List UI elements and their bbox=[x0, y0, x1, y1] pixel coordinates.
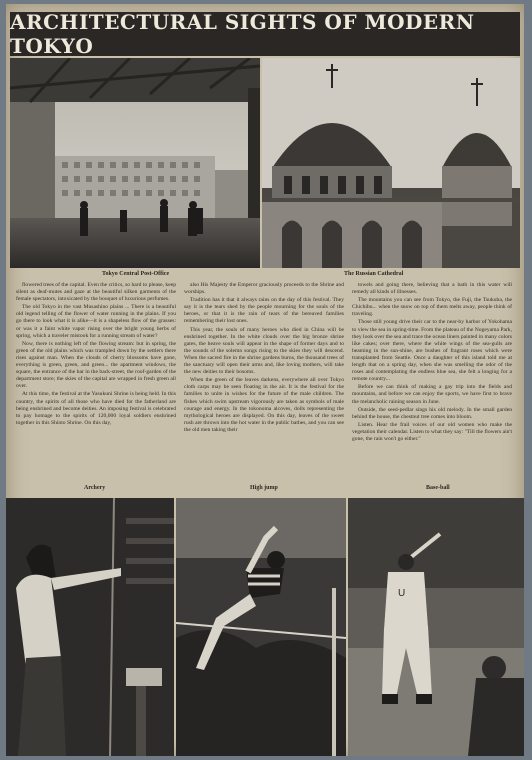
caption-archery: Archery bbox=[84, 485, 106, 491]
paragraph: The old Tokyo in the vast Musashino plains ... There is a beautiful old legend telling of the flower of water running in the plains. If you go there to look what it is alike—it is a shapeless flow of the grasses: or was it a faint white vapor rising over the bright young herbs of spring, which a traveler mistook for a running stream of water? bbox=[16, 304, 176, 339]
caption-high-jump: High jump bbox=[250, 485, 278, 491]
paragraph: Tradition has it that it always rains on the day of this festival. They say it is the tears shed by the people mourning for the souls of the heroes, or that it is the rain of tears of the bereaved families remembering their lost ones. bbox=[184, 297, 344, 325]
cathedral-photo bbox=[262, 58, 520, 268]
paragraph: This year, the souls of many heroes who died in China will be enshrined together. In the white clouds over the big bronze shrine gates, the heave souls will appear in the shape of former days and to the sounds of the solemn songs rising to the skies they will descend. When the sacred fire in the shrine gardens burns, the thousand trees of the sanctuary will open their arms and, like loving mothers, will take the new deities to their bosoms. bbox=[184, 326, 344, 376]
paragraph: towels and going there, believing that a bath in this water will remedy all kinds of illnesses. bbox=[352, 282, 512, 296]
paragraph: The mountains you can see from Tokyo, the Fuji, the Tsukuba, the Chichibu... when the snow on top of them melts away, people think of traveling. bbox=[352, 297, 512, 318]
paragraph: At this time, the festival at the Yasukuni Shrine is being held. In this country, the spirits of all those who have died for the fatherland are being enshrined and become deities. An imposing festival is celebrated to pay homage to the spirits of 120,000 loyal soldiers enshrined together in this Shinto Shrine. On this day, bbox=[16, 391, 176, 426]
paragraph: Listen. Hear the frail voices of our old women who make the vegetation their calendar. Listen to what they say: "Till the flowers ain't gone, the rain won't go either." bbox=[352, 421, 512, 442]
magazine-page bbox=[6, 4, 524, 756]
paragraph: Those still young drive their car to the near-by harbor of Yokohama to view the sea in spring-time. From the plateau of the Nogeyama Park, they look over the sea and trace the ocean liners painted in many colors like cakes; over there, where the white wings of the sea-gulls are beaming in the sun-shine, are bushes of fragrant roses which were transplanted from Seattle. Once a daughter of this island told me at length that on a spring day, when she was smelling the odor of the roses and contemplating the endless blue sea, she felt a longing for a remote country... bbox=[352, 319, 512, 383]
svg-text:U: U bbox=[398, 588, 406, 599]
paragraph: flowered trees of the capital. Even the critics, so hard to please, keep silent as deaf-mutes and gaze at the beautiful silken garments of the female spectators, intoxicated by the bouquet of luxurious perfumes. bbox=[16, 282, 176, 303]
text-column-2 bbox=[184, 282, 344, 482]
caption-baseball: Base-ball bbox=[426, 485, 450, 491]
paragraph: Now, there is nothing left of the flowing stream: but in spring, the green of the old plains which was trampled down by the settlers there rises against man. When the clouds of cherry blossoms have gone, everything is green, green, and green... the apartment windows, the square, the entrance of the bar in the back-street, the roof-garden of the department store; the skies of the capital are wrapped in fresh green all over. bbox=[16, 340, 176, 390]
baseball-photo bbox=[348, 498, 524, 756]
text-column-3 bbox=[352, 282, 512, 482]
paragraph: When the green of the leaves darkens, everywhere all over Tokyo cloth carps may be seen floating in the air. It is the festival for the families to unite in wishes for the future of the male children. The fishes which swim upstream vigorously are taken as symbols of male courage and energy. In the tokonoma alcoves, dolls representing the mythological heroes are displayed. On this day, leaves of the sweet rush are thrown into the hot water in the public bathes, and you can see the old men taking their bbox=[184, 377, 344, 433]
caption-cathedral: The Russian Cathedral bbox=[344, 271, 404, 277]
paragraph: Before we can think of making a gay trip into the fields and mountains, and before we can enjoy the sports, we have first to brave the melancholic raining season in June. bbox=[352, 384, 512, 405]
page-title: ARCHITECTURAL SIGHTS OF MODERN TOKYO bbox=[10, 10, 475, 58]
title-banner bbox=[10, 12, 520, 56]
high-jump-photo bbox=[176, 498, 346, 756]
archery-photo bbox=[6, 498, 174, 756]
caption-post-office: Tokyo Central Post-Office bbox=[102, 271, 170, 277]
paragraph: Outside, the seed-pedlar sings his old melody. In the small garden behind the house, the chestnut tree comes into bloom. bbox=[352, 406, 512, 420]
post-office-photo bbox=[10, 58, 260, 268]
paragraph: also His Majesty the Emperor graciously proceeds to the Shrine and worships. bbox=[184, 282, 344, 296]
text-column-1 bbox=[16, 282, 176, 482]
